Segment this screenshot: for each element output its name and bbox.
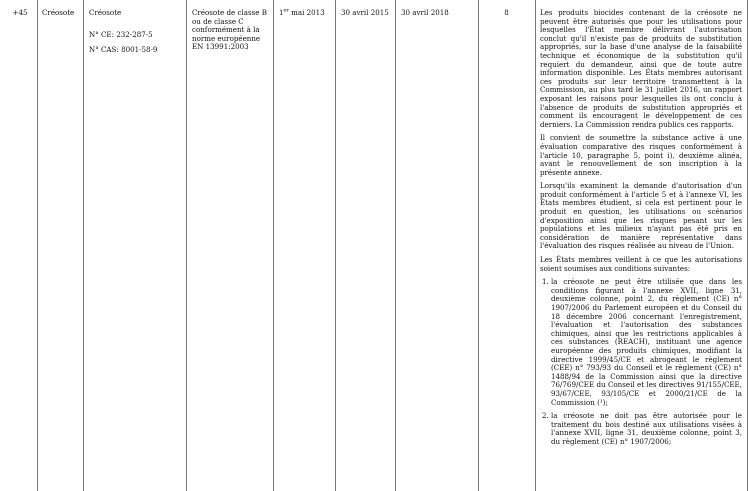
column-divider <box>535 0 536 491</box>
provision-paragraph: Les produits biocides contenant de la créosote ne peuvent être autorisés que pour les utilisations pour lesquelles l'État membre délivrant l'autorisation conclut qu'il n'existe pas de produits de substitution appropriés, sur la base d'une analyse de la faisabilité technique et économique de la substitution qu'il requiert du demandeur, ainsi que de toute autre information disponible. Les États membres autorisant ces produits sur leur territoire transmettent à la Commission, au plus tard le 31 juillet 2016, un rapport exposant les raisons pour lesquelles ils ont conclu à l'absence de produits de substitution appropriés et comment ils encouragent le développement de ces derniers. La Commission rendra publics ces rapports. <box>540 8 742 129</box>
cas-number: N° CAS: 8001-58-9 <box>89 45 158 55</box>
common-name: Créosote <box>42 8 75 17</box>
condition-item: 2. la créosote ne doit pas être autorisée pour le traitement du bois destiné aux utilisations visées à l'annexe XVII, ligne 31, deuxième colonne, point 3, du règlement (CE) n° 1907/2006; <box>551 412 742 446</box>
conditions-list <box>540 278 742 446</box>
ce-number: N° CE: 232-287-5 <box>89 29 153 39</box>
column-divider <box>478 0 479 491</box>
substance-identity <box>84 0 184 62</box>
inclusion-date <box>275 0 335 18</box>
column-divider <box>186 0 187 491</box>
provision-paragraph: Lorsqu'ils examinent la demande d'autorisation d'un produit conformément à l'article 5 et à l'annexe VI, les États membres étudient, si cela est pertinent pour le produit en question, les utilisations ou scénarios d'exposition ainsi que les risques pesant sur les populations et les milieux n'ayant pas été pris en considération de manière représentative dans l'évaluation des risques réalisée au niveau de l'Union. <box>540 181 742 251</box>
inclusion-date-day: 1 <box>279 8 284 17</box>
column-divider <box>747 0 748 491</box>
entry-number: +45 <box>12 8 28 17</box>
column-divider <box>395 0 396 491</box>
provision-paragraph: Les États membres veillent à ce que les autorisations soient soumises aux conditions suivantes: <box>540 255 742 273</box>
purity-spec: Créosote de classe B ou de classe C conformément à la norme européenne EN 13991:2003 <box>192 8 267 52</box>
specific-provisions <box>537 0 745 452</box>
condition-item: 1. la créosote ne peut être utilisée que dans les conditions figurant à l'annexe XVII, ligne 31, deuxième colonne, point 2, du règlement (CE) n° 1907/2006 du Parlement européen et du Conseil du 18 décembre 2006 concernant l'enregistrement, l'évaluation et l'autorisation des substances chimiques, ainsi que les restrictions applicables à ces substances (REACH), instituant une agence européenne des produits chimiques, modifiant la directive 1999/45/CE et abrogeant le règlement (CEE) n° 793/93 du Conseil et le règlement (CE) n° 1488/94 de la Commission ainsi que la directive 76/769/CEE du Conseil et les directives 91/155/CEE, 93/67/CEE, 93/105/CE et 2000/21/CE de la Commission (¹); <box>551 278 742 407</box>
column-divider <box>37 0 38 491</box>
compliance-deadline: 30 avril 2015 <box>341 8 389 17</box>
provision-paragraph: Il convient de soumettre la substance active à une évaluation comparative des risques conformément à l'article 10, paragraphe 5, point i), deuxième alinéa, avant le renouvellement de son inscription à la présente annexe. <box>540 133 742 177</box>
substance-name: Créosote <box>89 8 122 17</box>
inclusion-date-rest: mai 2013 <box>288 8 325 17</box>
inclusion-date-sup: er <box>283 7 289 14</box>
product-type: 8 <box>504 8 509 17</box>
expiry-date: 30 avril 2018 <box>401 8 449 17</box>
column-divider <box>83 0 84 491</box>
column-divider <box>273 0 274 491</box>
column-divider <box>335 0 336 491</box>
